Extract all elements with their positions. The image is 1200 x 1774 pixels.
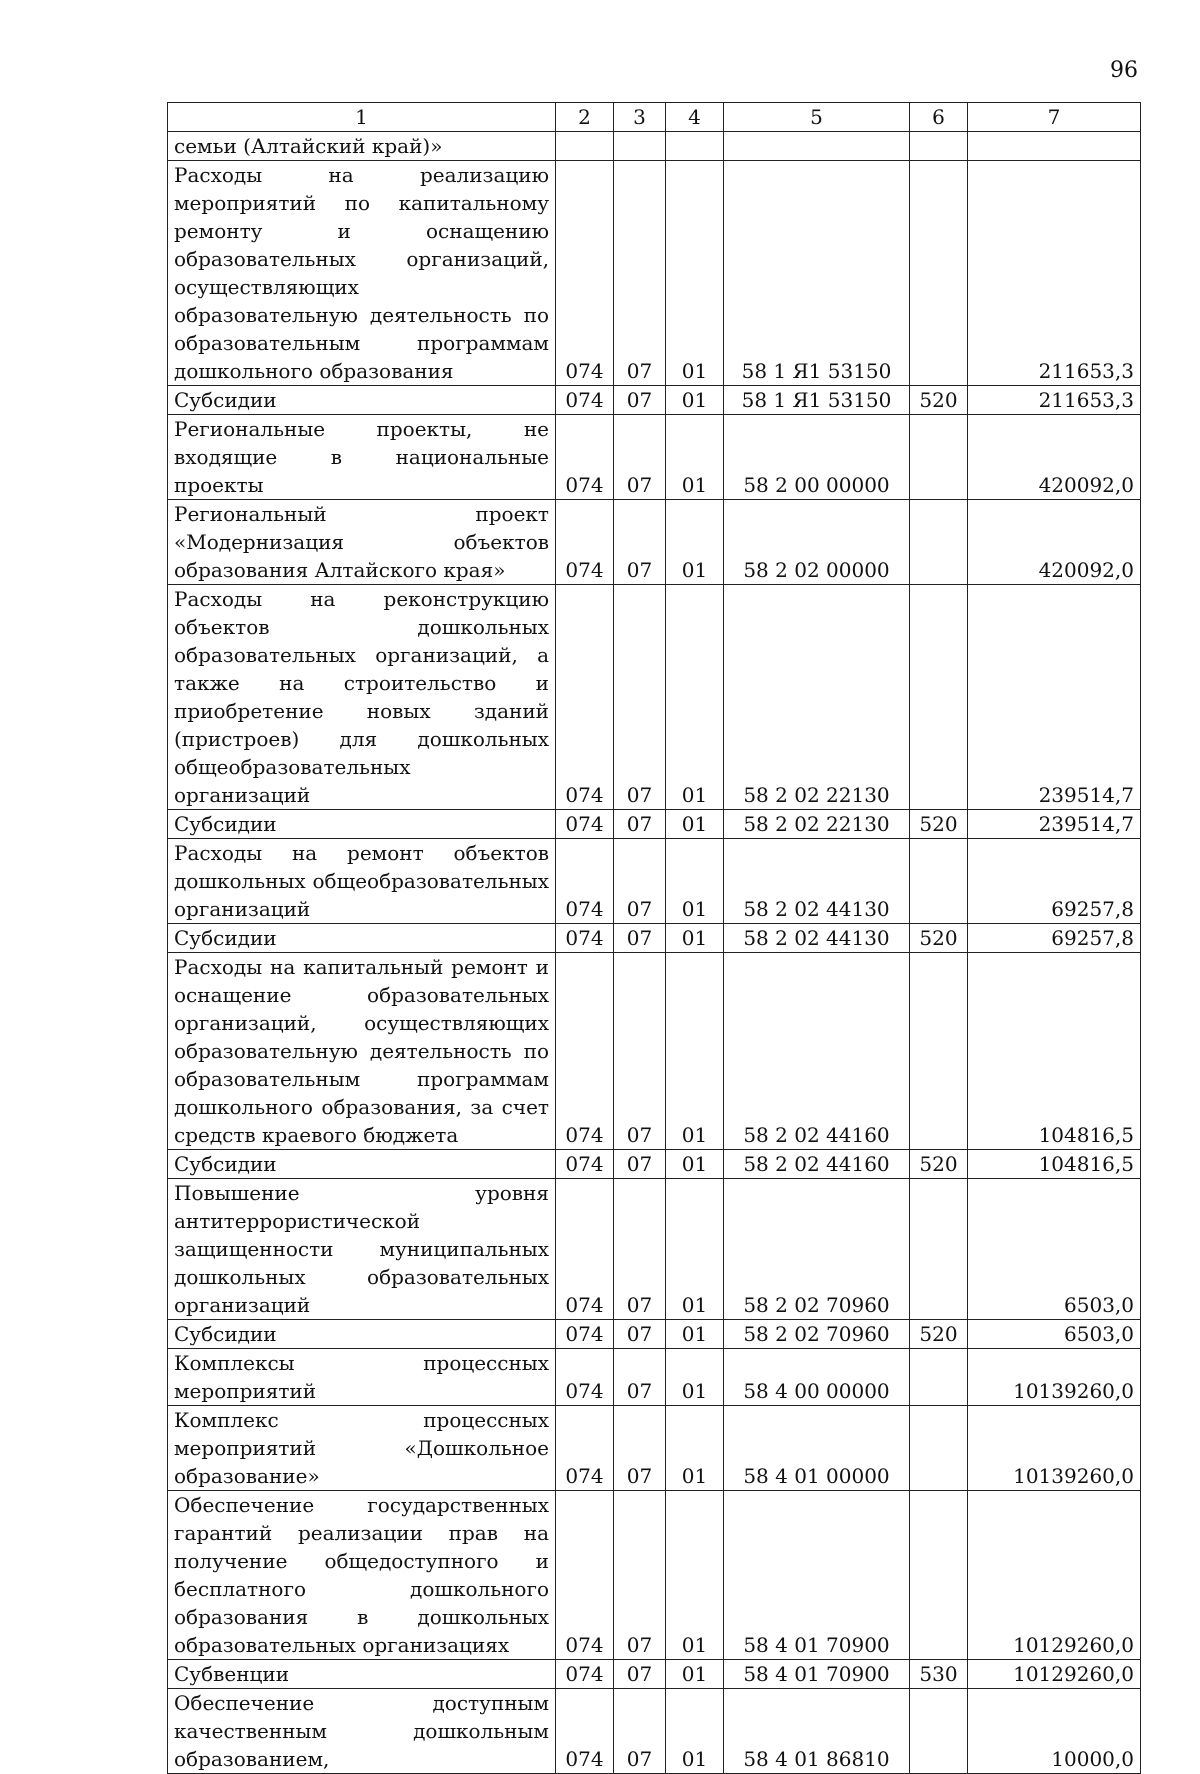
target-article-cell: 58 4 01 70900 [724, 1660, 910, 1689]
row-name-cell: Комплекс процессных мероприятий «Дошкольное образование» [168, 1406, 556, 1491]
target-article-cell: 58 4 01 70900 [724, 1491, 910, 1660]
ministry-code-cell [556, 132, 614, 161]
ministry-code-cell: 074 [556, 924, 614, 953]
amount-cell: 239514,7 [968, 810, 1141, 839]
table-row [168, 1349, 1141, 1406]
expense-type-cell [910, 1491, 968, 1660]
expense-type-cell [910, 1179, 968, 1320]
expense-type-cell: 530 [910, 1660, 968, 1689]
row-name-cell: Региональный проект «Модернизация объектов образования Алтайского края» [168, 500, 556, 585]
subsection-code-cell: 01 [666, 415, 724, 500]
expense-type-cell [910, 415, 968, 500]
table-row [168, 839, 1141, 924]
table-row [168, 500, 1141, 585]
table-row [168, 1406, 1141, 1491]
ministry-code-cell: 074 [556, 1150, 614, 1179]
section-code-cell: 07 [614, 1660, 666, 1689]
table-row [168, 953, 1141, 1150]
section-code-cell: 07 [614, 500, 666, 585]
row-name-cell: Субсидии [168, 1320, 556, 1349]
table-row [168, 161, 1141, 386]
row-name-cell: Расходы на капитальный ремонт и оснащение образовательных организаций, осуществляющих образовательную деятельность по образовательным программам дошкольного образования, за счет средств краевого бюджета [168, 953, 556, 1150]
expense-type-cell: 520 [910, 1150, 968, 1179]
ministry-code-cell: 074 [556, 1179, 614, 1320]
table-row [168, 386, 1141, 415]
subsection-code-cell: 01 [666, 1150, 724, 1179]
row-name-cell: Расходы на реконструкцию объектов дошкольных образовательных организаций, а также на строительство и приобретение новых зданий (пристроев) для дошкольных общеобразовательных организаций [168, 585, 556, 810]
target-article-cell: 58 2 02 22130 [724, 810, 910, 839]
amount-cell: 239514,7 [968, 585, 1141, 810]
row-name-cell: семьи (Алтайский край)» [168, 132, 556, 161]
column-header: 6 [910, 103, 968, 132]
subsection-code-cell: 01 [666, 810, 724, 839]
expense-type-cell: 520 [910, 1320, 968, 1349]
amount-cell: 69257,8 [968, 924, 1141, 953]
section-code-cell: 07 [614, 1491, 666, 1660]
table-row [168, 1320, 1141, 1349]
row-name-cell: Субсидии [168, 386, 556, 415]
target-article-cell: 58 2 02 44160 [724, 1150, 910, 1179]
amount-cell: 6503,0 [968, 1320, 1141, 1349]
row-name-cell: Расходы на ремонт объектов дошкольных общеобразовательных организаций [168, 839, 556, 924]
subsection-code-cell: 01 [666, 1320, 724, 1349]
subsection-code-cell [666, 132, 724, 161]
row-name-cell: Субвенции [168, 1660, 556, 1689]
amount-cell: 104816,5 [968, 1150, 1141, 1179]
amount-cell: 6503,0 [968, 1179, 1141, 1320]
ministry-code-cell: 074 [556, 810, 614, 839]
section-code-cell: 07 [614, 953, 666, 1150]
expense-type-cell: 520 [910, 924, 968, 953]
row-name-cell: Расходы на реализацию мероприятий по капитальному ремонту и оснащению образовательных организаций, осуществляющих образовательную деятельность по образовательным программам дошкольного образования [168, 161, 556, 386]
expense-type-cell [910, 953, 968, 1150]
column-header: 1 [168, 103, 556, 132]
column-header: 2 [556, 103, 614, 132]
ministry-code-cell: 074 [556, 1349, 614, 1406]
column-header: 7 [968, 103, 1141, 132]
table-row [168, 415, 1141, 500]
ministry-code-cell: 074 [556, 585, 614, 810]
column-header: 3 [614, 103, 666, 132]
subsection-code-cell: 01 [666, 1179, 724, 1320]
table-row [168, 1689, 1141, 1774]
subsection-code-cell: 01 [666, 1491, 724, 1660]
target-article-cell: 58 2 02 44160 [724, 953, 910, 1150]
subsection-code-cell: 01 [666, 1660, 724, 1689]
target-article-cell: 58 2 02 70960 [724, 1179, 910, 1320]
ministry-code-cell: 074 [556, 1406, 614, 1491]
table-row [168, 132, 1141, 161]
amount-cell: 10000,0 [968, 1689, 1141, 1774]
target-article-cell: 58 1 Я1 53150 [724, 386, 910, 415]
subsection-code-cell: 01 [666, 1349, 724, 1406]
amount-cell: 10129260,0 [968, 1660, 1141, 1689]
page-number: 96 [1110, 58, 1138, 83]
ministry-code-cell: 074 [556, 500, 614, 585]
row-name-cell: Региональные проекты, не входящие в национальные проекты [168, 415, 556, 500]
target-article-cell: 58 2 02 44130 [724, 924, 910, 953]
amount-cell: 211653,3 [968, 386, 1141, 415]
ministry-code-cell: 074 [556, 1660, 614, 1689]
section-code-cell: 07 [614, 810, 666, 839]
amount-cell: 10129260,0 [968, 1491, 1141, 1660]
budget-table [167, 102, 1141, 1774]
expense-type-cell [910, 585, 968, 810]
table-row [168, 924, 1141, 953]
section-code-cell: 07 [614, 1349, 666, 1406]
section-code-cell: 07 [614, 924, 666, 953]
expense-type-cell [910, 839, 968, 924]
target-article-cell: 58 2 02 22130 [724, 585, 910, 810]
table-header-row [168, 103, 1141, 132]
target-article-cell: 58 2 00 00000 [724, 415, 910, 500]
subsection-code-cell: 01 [666, 1689, 724, 1774]
ministry-code-cell: 074 [556, 1689, 614, 1774]
row-name-cell: Обеспечение государственных гарантий реализации прав на получение общедоступного и бесплатного дошкольного образования в дошкольных образовательных организациях [168, 1491, 556, 1660]
subsection-code-cell: 01 [666, 953, 724, 1150]
ministry-code-cell: 074 [556, 161, 614, 386]
target-article-cell: 58 2 02 44130 [724, 839, 910, 924]
target-article-cell [724, 132, 910, 161]
table-row [168, 1179, 1141, 1320]
table-row [168, 1150, 1141, 1179]
row-name-cell: Субсидии [168, 924, 556, 953]
target-article-cell: 58 1 Я1 53150 [724, 161, 910, 386]
table-row [168, 585, 1141, 810]
expense-type-cell [910, 161, 968, 386]
section-code-cell: 07 [614, 161, 666, 386]
expense-type-cell [910, 500, 968, 585]
amount-cell: 104816,5 [968, 953, 1141, 1150]
subsection-code-cell: 01 [666, 924, 724, 953]
section-code-cell: 07 [614, 839, 666, 924]
amount-cell: 420092,0 [968, 500, 1141, 585]
section-code-cell: 07 [614, 1320, 666, 1349]
section-code-cell: 07 [614, 415, 666, 500]
target-article-cell: 58 2 02 00000 [724, 500, 910, 585]
expense-type-cell: 520 [910, 810, 968, 839]
target-article-cell: 58 4 01 00000 [724, 1406, 910, 1491]
column-header: 5 [724, 103, 910, 132]
expense-type-cell: 520 [910, 386, 968, 415]
expense-type-cell [910, 132, 968, 161]
table-row [168, 810, 1141, 839]
ministry-code-cell: 074 [556, 386, 614, 415]
subsection-code-cell: 01 [666, 500, 724, 585]
ministry-code-cell: 074 [556, 1320, 614, 1349]
target-article-cell: 58 4 01 86810 [724, 1689, 910, 1774]
amount-cell: 420092,0 [968, 415, 1141, 500]
row-name-cell: Комплексы процессных мероприятий [168, 1349, 556, 1406]
section-code-cell: 07 [614, 1179, 666, 1320]
column-header: 4 [666, 103, 724, 132]
table-row [168, 1660, 1141, 1689]
row-name-cell: Обеспечение доступным качественным дошкольным образованием, [168, 1689, 556, 1774]
ministry-code-cell: 074 [556, 1491, 614, 1660]
section-code-cell [614, 132, 666, 161]
amount-cell: 211653,3 [968, 161, 1141, 386]
amount-cell [968, 132, 1141, 161]
row-name-cell: Повышение уровня антитеррористической защищенности муниципальных дошкольных образовательных организаций [168, 1179, 556, 1320]
amount-cell: 69257,8 [968, 839, 1141, 924]
subsection-code-cell: 01 [666, 1406, 724, 1491]
amount-cell: 10139260,0 [968, 1349, 1141, 1406]
row-name-cell: Субсидии [168, 1150, 556, 1179]
ministry-code-cell: 074 [556, 415, 614, 500]
section-code-cell: 07 [614, 585, 666, 810]
ministry-code-cell: 074 [556, 953, 614, 1150]
subsection-code-cell: 01 [666, 161, 724, 386]
expense-type-cell [910, 1406, 968, 1491]
section-code-cell: 07 [614, 386, 666, 415]
row-name-cell: Субсидии [168, 810, 556, 839]
target-article-cell: 58 4 00 00000 [724, 1349, 910, 1406]
section-code-cell: 07 [614, 1150, 666, 1179]
subsection-code-cell: 01 [666, 386, 724, 415]
expense-type-cell [910, 1349, 968, 1406]
table-row [168, 1491, 1141, 1660]
amount-cell: 10139260,0 [968, 1406, 1141, 1491]
subsection-code-cell: 01 [666, 585, 724, 810]
section-code-cell: 07 [614, 1689, 666, 1774]
ministry-code-cell: 074 [556, 839, 614, 924]
section-code-cell: 07 [614, 1406, 666, 1491]
target-article-cell: 58 2 02 70960 [724, 1320, 910, 1349]
expense-type-cell [910, 1689, 968, 1774]
subsection-code-cell: 01 [666, 839, 724, 924]
